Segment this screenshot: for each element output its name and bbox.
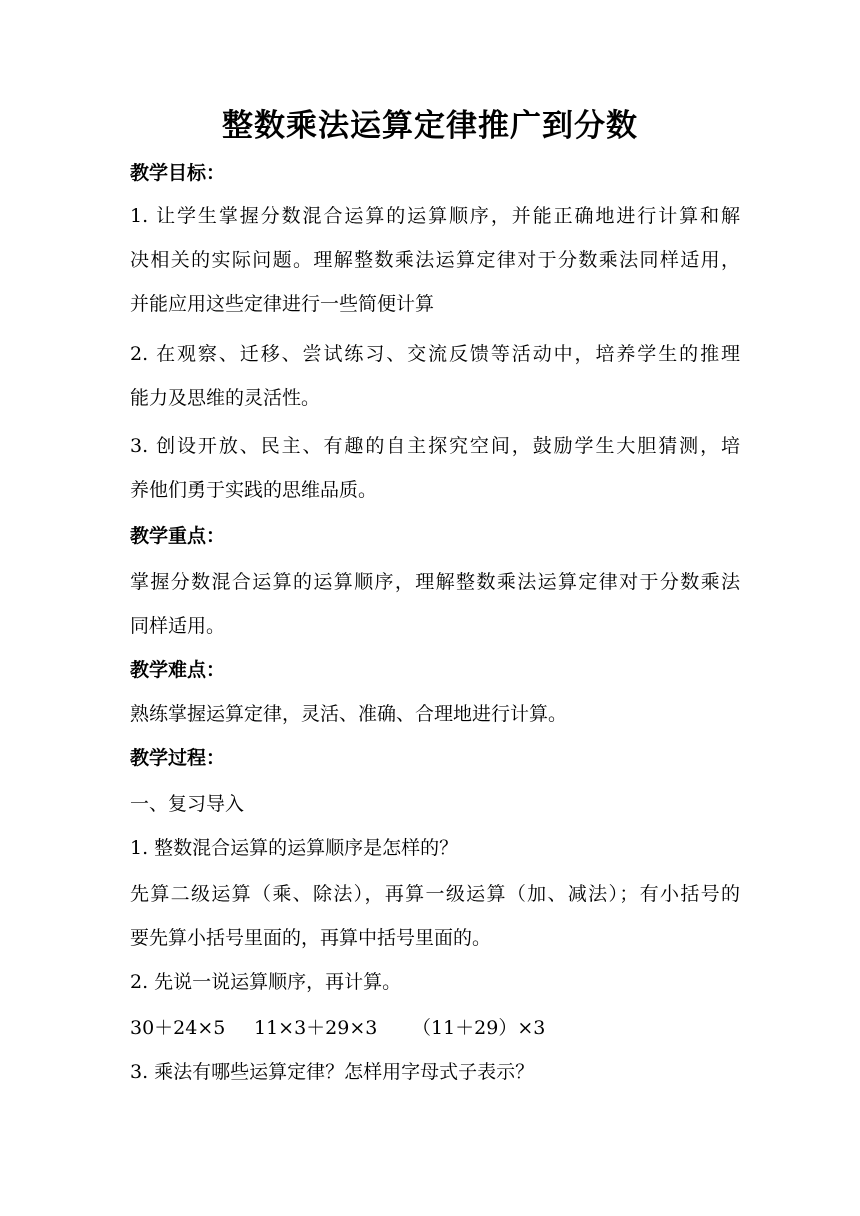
expression-3: （11＋29）×3 [412,1017,546,1039]
objectives-heading: 教学目标： [130,162,226,184]
process-heading: 教学过程： [130,747,226,769]
question-3: 3. 乘法有哪些运算定律？怎样用字母式子表示？ [130,1061,535,1083]
objective-2-line-1: 2. 在观察、迁移、尝试练习、交流反馈等活动中，培养学生的推理 [130,343,740,365]
question-2: 2. 先说一说运算顺序，再计算。 [130,971,402,993]
keypoints-line-2: 同样适用。 [130,615,226,637]
difficulties-line-1: 熟练掌握运算定律，灵活、准确、合理地进行计算。 [130,703,568,725]
document-title: 整数乘法运算定律推广到分数 [222,108,638,144]
objective-1-line-1: 1. 让学生掌握分数混合运算的运算顺序，并能正确地进行计算和解 [130,205,740,227]
objective-1-line-2: 决相关的实际问题。理解整数乘法运算定律对于分数乘法同样适用， [130,249,740,271]
objective-3-line-1: 3. 创设开放、民主、有趣的自主探究空间，鼓励学生大胆猜测，培 [130,435,740,457]
expression-1: 30＋24×5 [130,1017,226,1039]
answer-1-line-1: 先算二级运算（乘、除法），再算一级运算（加、减法）；有小括号的 [130,883,740,905]
review-heading: 一、复习导入 [130,793,245,815]
question-1: 1. 整数混合运算的运算顺序是怎样的？ [130,837,459,859]
objective-1-line-3: 并能应用这些定律进行一些简便计算 [130,293,435,315]
keypoints-heading: 教学重点： [130,525,226,547]
keypoints-line-1: 掌握分数混合运算的运算顺序，理解整数乘法运算定律对于分数乘法 [130,571,740,593]
expression-2: 11×3＋29×3 [254,1017,378,1039]
objective-3-line-2: 养他们勇于实践的思维品质。 [130,479,378,501]
difficulties-heading: 教学难点： [130,659,226,681]
objective-2-line-2: 能力及思维的灵活性。 [130,387,321,409]
answer-1-line-2: 要先算小括号里面的，再算中括号里面的。 [130,927,492,949]
